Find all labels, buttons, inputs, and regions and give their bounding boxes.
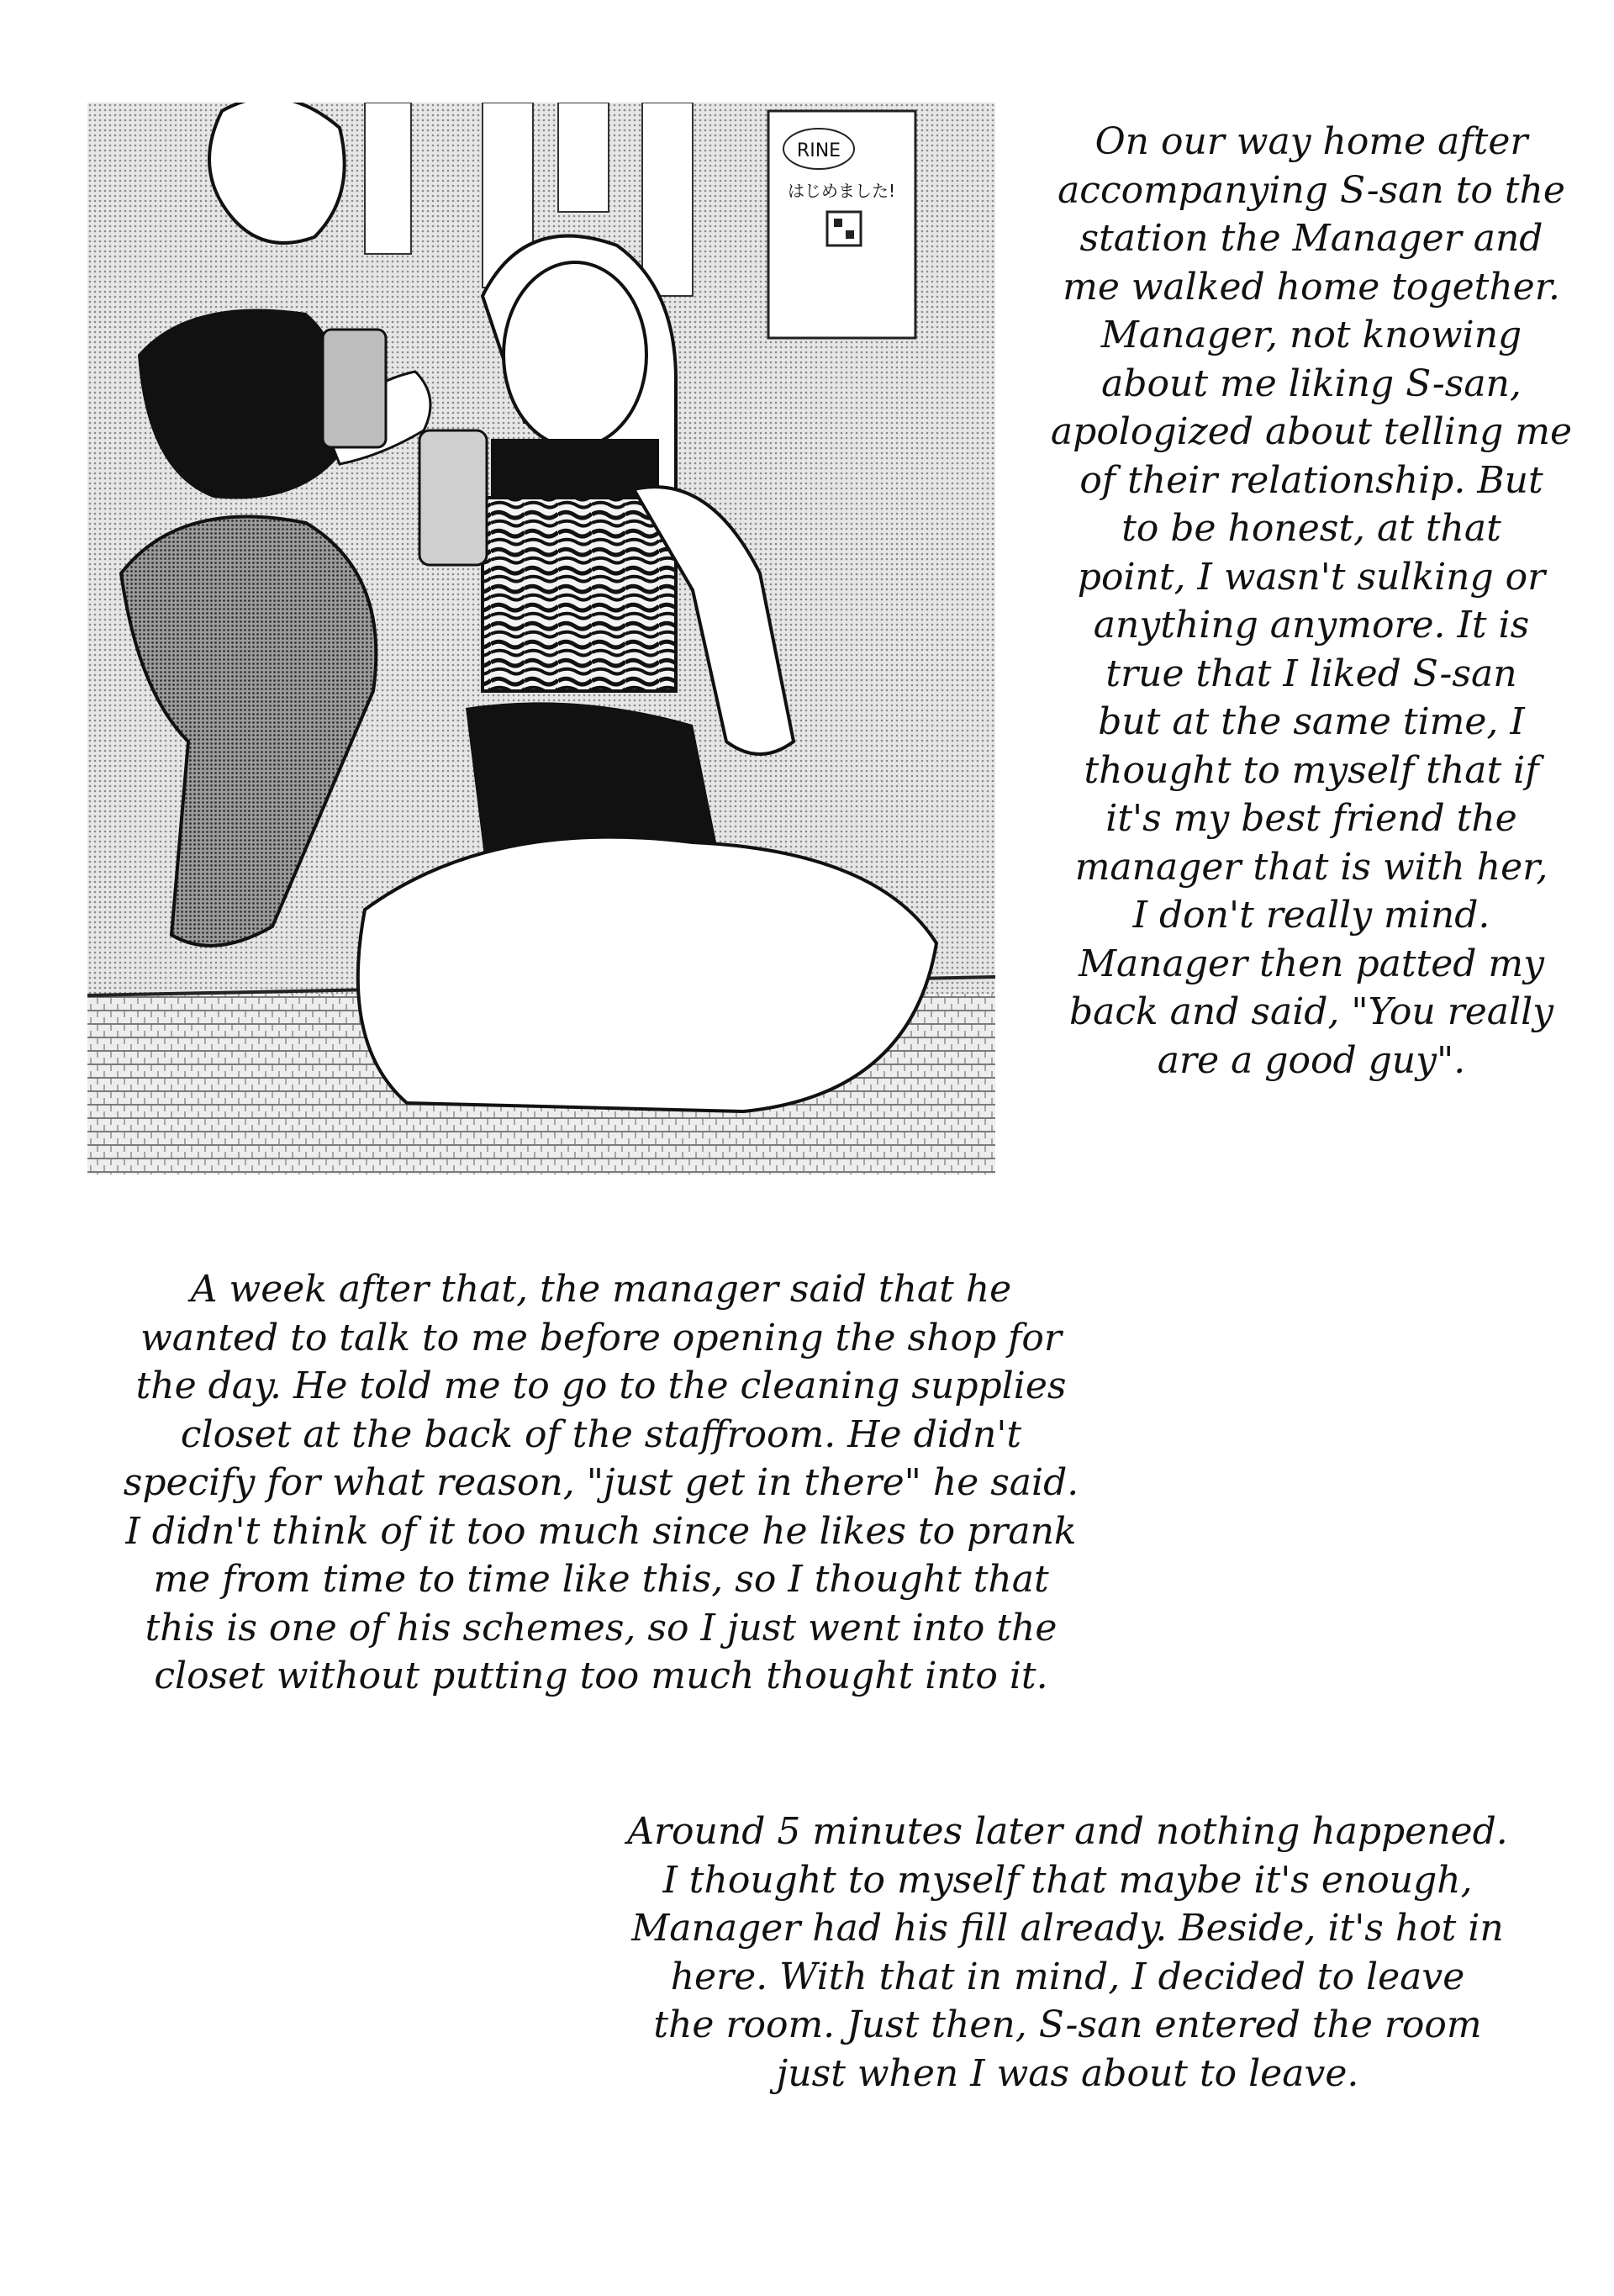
narration-line: point, I wasn't sulking or <box>1077 555 1546 599</box>
narration-line: of their relationship. But <box>1079 458 1543 502</box>
narration-line: back and said, "You really <box>1068 990 1554 1033</box>
beer-glass-icon <box>323 330 386 447</box>
qr-code-icon <box>827 212 861 245</box>
narration-line: but at the same time, I <box>1098 700 1525 743</box>
narration-line: Manager then patted my <box>1079 942 1544 985</box>
narration-line: the day. He told me to go to the cleaning supplies <box>135 1364 1067 1407</box>
narration-line: A week after that, the manager said that he <box>190 1268 1012 1311</box>
narration-line: I don't really mind. <box>1132 894 1490 937</box>
narration-line: wanted to talk to me before opening the shop for <box>140 1316 1062 1359</box>
poster-title: RINE <box>796 140 841 161</box>
narration-top-right <box>1030 118 1593 1085</box>
wall-poster <box>768 111 915 338</box>
narration-line: the room. Just then, S-san entered the room <box>653 2003 1482 2046</box>
manga-illustration <box>87 103 995 1174</box>
narration-line: On our way home after <box>1094 120 1528 163</box>
narration-line: Manager had his fill already. Beside, it's hot in <box>631 1907 1504 1950</box>
narration-line: Around 5 minutes later and nothing happened. <box>627 1810 1508 1853</box>
narration-middle <box>71 1265 1131 1701</box>
narration-line: it's my best friend the <box>1105 797 1517 840</box>
narration-line: closet at the back of the staffroom. He didn't <box>180 1412 1022 1456</box>
narration-line: apologized about telling me <box>1050 410 1573 453</box>
narration-line: are a good guy". <box>1157 1038 1466 1082</box>
narration-line: accompanying S-san to the <box>1058 168 1565 212</box>
narration-line: manager that is with her, <box>1074 845 1548 889</box>
narration-line: closet without putting too much thought into it. <box>154 1655 1048 1697</box>
narration-line: I thought to myself that maybe it's enough, <box>662 1858 1473 1902</box>
narration-bottom <box>601 1808 1534 2098</box>
narration-line: me from time to time like this, so I thought that <box>153 1558 1049 1601</box>
poster-caption: はじめました! <box>787 181 896 201</box>
narration-line: to be honest, at that <box>1121 507 1501 550</box>
narration-line: true that I liked S-san <box>1105 652 1517 695</box>
narration-line: anything anymore. It is <box>1093 604 1530 647</box>
narration-line: specify for what reason, "just get in there" he said. <box>123 1461 1079 1504</box>
beer-glass-icon <box>419 430 487 565</box>
narration-line: I didn't think of it too much since he likes to prank <box>125 1509 1077 1553</box>
narration-line: here. With that in mind, I decided to leave <box>670 1955 1465 1998</box>
narration-line: thought to myself that if <box>1084 748 1539 792</box>
narration-line: Manager, not knowing <box>1100 314 1522 356</box>
narration-line: me walked home together. <box>1063 265 1560 309</box>
narration-line: this is one of his schemes, so I just went into the <box>145 1606 1058 1649</box>
narration-line: about me liking S-san, <box>1101 362 1522 405</box>
narration-line: just when I was about to leave. <box>776 2051 1359 2095</box>
narration-line: station the Manager and <box>1079 217 1543 260</box>
